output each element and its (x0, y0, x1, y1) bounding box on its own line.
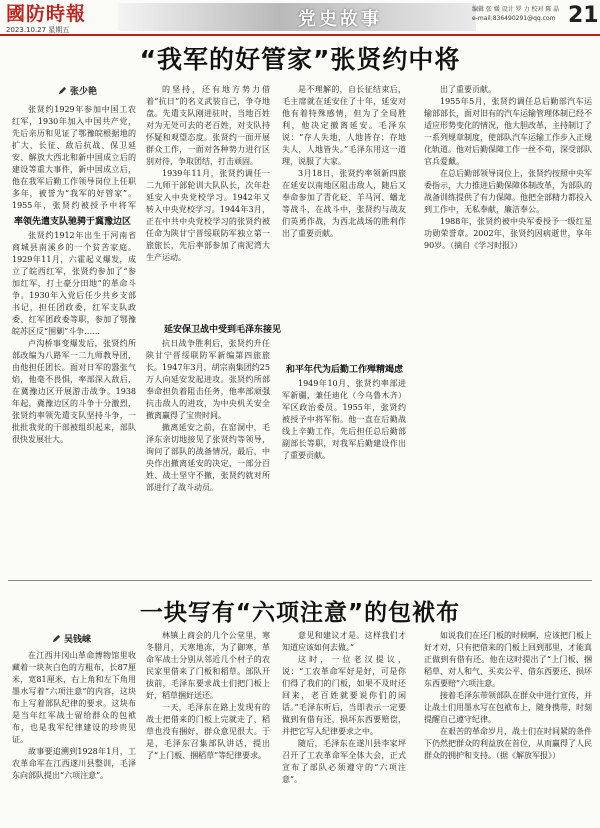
editor-meta (472, 5, 568, 23)
masthead (0, 0, 600, 36)
email-line: e-mail:836490291@qq.com (472, 15, 556, 22)
paragraph: 一天，毛泽东在路上发现有的战士把借来的门板上完就走了，稻草也没有捆好，群众意见很大。于是，毛泽东召集部队讲话，提出了“上门板、捆稻草”等纪律要求。 (146, 703, 270, 760)
paragraph: 接着毛泽东带领部队在群众中进行宣传，并让战士们用墨水写在包袱布上，随身携带，时刻提醒自己遵守纪律。 (424, 691, 592, 724)
article1-col1 (12, 104, 136, 210)
article2-col2 (146, 630, 270, 824)
article2-col1 (12, 650, 136, 824)
paragraph: 故事要追溯到1928年1月，工农革命军在江西遂川县整训，毛泽东向部队提出“六项注意”。 (12, 747, 136, 780)
article1-subhead2: 延安保卫战中受到毛泽东接见 (164, 325, 282, 335)
masthead-rule (0, 34, 600, 36)
article2-col3 (282, 630, 406, 824)
paragraph: 是不理解的，自长征结束后，毛主席就在延安住了十年，延安对他有着特殊感情，但为了全局胜利，他决定撤离延安。毛泽东说：“存人失地，人地皆存；存地失人，人地皆失。”毛泽东用这一道理，说服了大家。 (282, 85, 406, 166)
section-banner (118, 3, 476, 31)
paragraph: 在江西井冈山革命博物馆里收藏着一块灰白色的方粗布，长87厘米，宽81厘米，右上角和左下角用墨水写着“六项注意”的内容，这块布上写着部队纪律的要求。这块布是当年红军战士留给群众的包袱布，也是我军纪律建设的珍贵见证。 (12, 651, 136, 744)
pen-icon (58, 86, 67, 95)
paragraph: 出了重要贡献。 (440, 85, 496, 94)
paragraph: 撤离延安之前，在窑洞中，毛泽东亲切地接见了张贤约等领导，询问了部队的战备情况，最后，中央作出撤离延安的决定，一部分百姓、战士坚守不撤，张贤约就对所部进行了战斗动员。 (146, 423, 270, 492)
page-number: 21 (568, 3, 599, 28)
paragraph: 1955年5月，张贤约调任总后勤部汽车运输部部长，面对旧有的汽车运输管理体制已经不适应形势变化的情况，他大胆改革，主持制订了一系列规章制度，使部队汽车运输工作步入正规化轨道。他对后勤保障工作一丝不苟，深受部队官兵爱戴。 (424, 97, 592, 166)
article1-title: “我军的好管家”张贤约中将 (139, 45, 461, 74)
article2-byline (52, 632, 91, 645)
article1-col3b (282, 378, 406, 574)
paragraph: 在艰苦的革命岁月，战士们在时间紧的条件下仍然把群众的利益放在首位，从而赢得了人民群众的拥护和支持。（据《解放军报》） (424, 727, 592, 760)
article1-subhead1: 率领先遣支队驰骋于冀豫边区 (14, 217, 132, 227)
paragraph: 如说我们在还门板的时候啊，应该把门板上好才对，只有把借来的门板上回到那里，才能真正做到有借有还。他在这时提出了“上门板、捆稻草、对人和气、买卖公平、借东西要还、损坏东西要赔”六项注意。 (424, 631, 592, 688)
article2-title: 一块写有“六项注意”的包袱布 (139, 600, 461, 626)
paragraph: 张贤约1929年参加中国工农红军，1930年加入中国共产党，先后亲历和见证了鄂豫皖根据地的扩大、长征、敌后抗战、保卫延安、解放大西北和新中国成立后的建设等重大事件，新中国成立后，他在我军后勤工作领导岗位上任职多年，被誉为“我军的好管家”。1955年，张贤约被授予中将军 (12, 105, 136, 210)
article2-col4 (424, 630, 592, 824)
paragraph: 的坚持，还有地方势力借着“抗日”的名义武装自己，争夺地盘。先遣支队刚进驻时，当地百姓对为无处可去的老百姓，对支队持怀疑和观望态度。张贤约一面开展群众工作，一面对各种势力进行区别对待，争取团结，打击顽固。 (146, 85, 270, 166)
paragraph: 1949年10月，张贤约率部进军新疆，兼任迪化（今乌鲁木齐）军区政治委员。1955年，张贤约被授予中将军衔。他一直在后勤战线上辛勤工作，先后担任总后勤部副部长等职，对我军后勤建设作出了重要贡献。 (282, 379, 406, 460)
newspaper-logo: 國防時報 (6, 3, 87, 25)
paragraph: 林镇上商会的几个公堂里，寒冬腊月，天寒地冻，为了御寒，革命军战士分别从邻近几个村子的农民家里借来了门板和稻草。部队开拔前，毛泽东要求战士们把门板上好，稻草捆好送还。 (146, 631, 270, 700)
paragraph: 张贤约1912年出生于河南省商城县南溪乡的一个贫苦家庭。1929年11月，六霍起义爆发，成立了皖西红军，张贤约参加了“参加红军，打土豪分田地”的革命斗争。1930年入党后任少共乡支部书记，担任团政委，红军支队政委、红军团政委等职，参加了鄂豫皖苏区反“围剿”斗争…… (12, 231, 136, 336)
paragraph: 在总后勤部领导岗位上，张贤约按照中央军委指示，大力推进后勤保障体制改革，为部队的战备训练提供了有力保障。他把全部精力都投入到工作中，无私奉献，廉洁奉公。 (424, 169, 592, 214)
editor-line: 编辑 张 媛 设计 罗 力 校对 陈 晶 (472, 6, 560, 13)
article1-subhead3: 和平年代为后勤工作殚精竭虑 (286, 365, 404, 375)
article1-col4 (424, 84, 592, 574)
issue-date: 2023.10.27 星期五 (6, 26, 70, 34)
article1-col2 (146, 84, 270, 322)
paragraph: 1939年11月，张贤约调任一二九师干部轮训大队队长，次年赴延安入中央党校学习。1942年又转入中央党校学习。1944年3月，正在中共中央党校学习的张贤约被任命为陕甘宁晋绥联防军独立第一旅旅长，先后率部参加了南泥湾大生产运动。 (146, 169, 270, 262)
article1-byline (58, 84, 97, 97)
paragraph: 抗日战争胜利后，张贤约升任陕甘宁晋绥联防军新编第四旅旅长。1947年3月，胡宗南集团约25万人向延安发起进攻。张贤约所部奉命担负着阻击任务，他率部顽强抗击敌人的进攻，为中央机关安全撤离赢得了宝贵时间。 (146, 339, 270, 420)
paragraph: 1988年，张贤约被中央军委授予一级红星功勋荣誉章。2002年，张贤约因病逝世，享年90岁。（摘自《学习时报》） (424, 217, 592, 250)
paragraph: 随后，毛泽东在遂川县李家坪召开了工农革命军全体大会，正式宣布了部队必须遵守的“六项注意”。 (282, 739, 406, 784)
article1-col3 (282, 84, 406, 358)
article1-col2b (146, 338, 270, 574)
paragraph: 3月18日，张贤约率领新四旅在延安以南地区阻击敌人，随后又奉命参加了青化砭、羊马河、蟠龙等战斗，在战斗中，张贤约与战友们英勇作战，为西北战场的胜利作出了重要贡献。 (282, 169, 406, 238)
section-title: 党史故事 (298, 9, 382, 30)
paragraph: 卢沟桥事变爆发后，张贤约所部改编为八路军一二九师教导团，由他担任团长。面对日军的嚣张气焰，他毫不畏惧，率部深入敌后，在冀豫边区开展游击战争。1938年起，冀豫边区的斗争十分激烈，张贤约率领先遣支队坚持斗争，一批批我党的干部被组织起来，部队很快发展壮大。 (12, 339, 136, 444)
pen-icon (52, 634, 61, 643)
article2-author: 吴钱崃 (64, 635, 92, 645)
article-divider (8, 580, 592, 581)
paragraph: 这时，一位老汉提议，说：“工农革命军好是好，可是你们得了我们的门板，如果不及时还回来，老百姓就要说你们的闲话。”毛泽东听后，当即表示一定要做到有借有还，损坏东西要赔偿，并把它写入纪律要求之中。 (282, 655, 406, 736)
paragraph: 意见和建议才是。这样我们才知道应该如何去做。” (282, 631, 406, 652)
article1-col1b (12, 230, 136, 574)
article1-author: 张少艳 (70, 87, 98, 97)
